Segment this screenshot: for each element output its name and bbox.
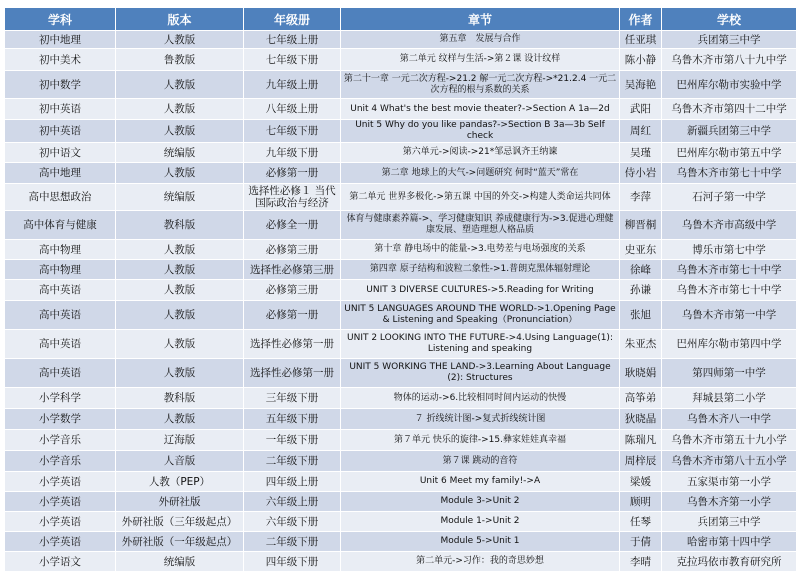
chapter-cell: 第二单元 纹样与生活->第２课 设计纹样 [341,49,620,71]
author-cell: 周红 [620,120,662,143]
grade-volume-cell: 必修第三册 [244,240,341,260]
author-cell: 张旭 [620,301,662,330]
author-cell: 顾明 [620,492,662,512]
table-row [5,163,797,184]
school-cell: 兵团第三中学 [662,512,797,532]
table-row [5,211,797,240]
school-cell: 乌鲁木齐市第四十二中学 [662,99,797,120]
grade-volume-cell: 选择性必修１ 当代国际政治与经济 [244,184,341,211]
chapter-cell: ７ 折线统计图->复式折线统计图 [341,409,620,430]
table-row [5,280,797,301]
edition-cell: 教科版 [116,388,244,409]
edition-cell: 外研社版 [116,492,244,512]
school-cell: 巴州库尔勒市第四中学 [662,330,797,359]
table-row [5,240,797,260]
school-cell: 乌鲁木齐市高级中学 [662,211,797,240]
chapter-cell: 第二章 地球上的大气->问题研究 何时“蓝天”常在 [341,163,620,184]
subject-cell: 高中物理 [5,260,116,280]
chapter-cell: Unit 5 Why do you like pandas?->Section B 3a—3b Self check [341,120,620,143]
edition-cell: 人教版 [116,163,244,184]
subject-cell: 初中地理 [5,31,116,49]
grade-volume-cell: 必修第一册 [244,301,341,330]
edition-cell: 人教版 [116,120,244,143]
subject-cell: 高中英语 [5,301,116,330]
chapter-cell: UNIT 5 LANGUAGES AROUND THE WORLD->1.Opening Page & Listening and Speaking（Pronunciation） [341,301,620,330]
subject-cell: 小学音乐 [5,451,116,472]
chapter-cell: 物体的运动->6.比较相同时间内运动的快慢 [341,388,620,409]
author-cell: 李晴 [620,552,662,572]
table-row [5,451,797,472]
school-cell: 乌鲁木齐市第一中学 [662,301,797,330]
edition-cell: 统编版 [116,184,244,211]
table-row [5,143,797,163]
chapter-cell: 第六单元->阅读->21*邹忌讽齐王纳谏 [341,143,620,163]
edition-cell: 人教（PEP） [116,472,244,492]
edition-cell: 人教版 [116,330,244,359]
chapter-cell: Unit 6 Meet my family!->A [341,472,620,492]
table-row [5,552,797,572]
author-cell: 徐峰 [620,260,662,280]
grade-volume-cell: 七年级下册 [244,49,341,71]
subject-cell: 小学英语 [5,512,116,532]
table-row [5,472,797,492]
grade-volume-cell: 七年级下册 [244,120,341,143]
edition-cell: 人教版 [116,409,244,430]
chapter-cell: 第五章 发展与合作 [341,31,620,49]
subject-cell: 小学数学 [5,409,116,430]
edition-cell: 人教版 [116,31,244,49]
grade-volume-cell: 二年级下册 [244,451,341,472]
chapter-cell: UNIT 2 LOOKING INTO THE FUTURE->4.Using Language(1): Listening and speaking [341,330,620,359]
header-row [5,8,797,31]
edition-cell: 人教版 [116,71,244,99]
table-row [5,31,797,49]
table-row [5,532,797,552]
chapter-cell: 第四章 原子结构和波粒二象性->1.普朗克黑体辐射理论 [341,260,620,280]
chapter-cell: 第二单元->习作：我的奇思妙想 [341,552,620,572]
subject-cell: 高中英语 [5,359,116,388]
chapter-cell: 第十章 静电场中的能量->3.电势差与电场强度的关系 [341,240,620,260]
chapter-cell: UNIT 5 WORKING THE LAND->3.Learning About Language (2): Structures [341,359,620,388]
header-school: 学校 [662,8,797,31]
table-row [5,512,797,532]
header-chapter: 章节 [341,8,620,31]
school-cell: 乌鲁木齐市第七十中学 [662,260,797,280]
author-cell: 于倩 [620,532,662,552]
table-row [5,184,797,211]
author-cell: 侍小岩 [620,163,662,184]
school-cell: 巴州库尔勒市实验中学 [662,71,797,99]
grade-volume-cell: 必修第一册 [244,163,341,184]
subject-cell: 高中英语 [5,330,116,359]
header-edition: 版本 [116,8,244,31]
grade-volume-cell: 二年级下册 [244,532,341,552]
edition-cell: 外研社版（一年级起点） [116,532,244,552]
author-cell: 朱亚杰 [620,330,662,359]
author-cell: 狄晓晶 [620,409,662,430]
school-cell: 巴州库尔勒市第五中学 [662,143,797,163]
subject-cell: 小学音乐 [5,430,116,451]
course-table [4,7,797,572]
header-author: 作者 [620,8,662,31]
grade-volume-cell: 必修第三册 [244,280,341,301]
edition-cell: 人教版 [116,99,244,120]
grade-volume-cell: 必修全一册 [244,211,341,240]
edition-cell: 人教版 [116,240,244,260]
school-cell: 哈密市第十四中学 [662,532,797,552]
grade-volume-cell: 六年级上册 [244,492,341,512]
grade-volume-cell: 四年级上册 [244,472,341,492]
table-body [5,31,797,572]
table-row [5,120,797,143]
grade-volume-cell: 四年级下册 [244,552,341,572]
grade-volume-cell: 五年级下册 [244,409,341,430]
subject-cell: 高中英语 [5,280,116,301]
author-cell: 吴瑾 [620,143,662,163]
table-row [5,330,797,359]
chapter-cell: Module 5->Unit 1 [341,532,620,552]
school-cell: 五家渠市第一小学 [662,472,797,492]
table-row [5,388,797,409]
author-cell: 周梓辰 [620,451,662,472]
author-cell: 史亚东 [620,240,662,260]
edition-cell: 外研社版（三年级起点） [116,512,244,532]
school-cell: 乌鲁木齐市第七十中学 [662,280,797,301]
subject-cell: 高中物理 [5,240,116,260]
table-row [5,409,797,430]
subject-cell: 初中美术 [5,49,116,71]
school-cell: 乌鲁木齐八一中学 [662,409,797,430]
table-row [5,359,797,388]
header-subject: 学科 [5,8,116,31]
table-row [5,99,797,120]
edition-cell: 统编版 [116,143,244,163]
table-row [5,49,797,71]
school-cell: 拜城县第二小学 [662,388,797,409]
author-cell: 武阳 [620,99,662,120]
grade-volume-cell: 九年级上册 [244,71,341,99]
school-cell: 乌鲁木齐市第五十九小学 [662,430,797,451]
school-cell: 新疆兵团第三中学 [662,120,797,143]
chapter-cell: 第二单元 世界多极化->第五课 中国的外交->构建人类命运共同体 [341,184,620,211]
subject-cell: 高中思想政治 [5,184,116,211]
chapter-cell: Module 3->Unit 2 [341,492,620,512]
edition-cell: 人教版 [116,280,244,301]
subject-cell: 初中语文 [5,143,116,163]
grade-volume-cell: 选择性必修第一册 [244,359,341,388]
table-row [5,492,797,512]
subject-cell: 小学英语 [5,492,116,512]
school-cell: 石河子第一中学 [662,184,797,211]
author-cell: 柳晋桐 [620,211,662,240]
author-cell: 梁媛 [620,472,662,492]
subject-cell: 小学语文 [5,552,116,572]
school-cell: 乌鲁木齐市第八十五小学 [662,451,797,472]
school-cell: 克拉玛依市教育研究所 [662,552,797,572]
author-cell: 陈瑞凡 [620,430,662,451]
grade-volume-cell: 选择性必修第三册 [244,260,341,280]
grade-volume-cell: 九年级下册 [244,143,341,163]
grade-volume-cell: 六年级下册 [244,512,341,532]
school-cell: 兵团第三中学 [662,31,797,49]
table-row [5,71,797,99]
edition-cell: 鲁教版 [116,49,244,71]
school-cell: 乌鲁木齐市第七十中学 [662,163,797,184]
grade-volume-cell: 选择性必修第一册 [244,330,341,359]
chapter-cell: 第二十一章 一元二次方程->21.2 解一元二次方程->*21.2.4 一元二次方程的根与系数的关系 [341,71,620,99]
author-cell: 陈小静 [620,49,662,71]
author-cell: 任琴 [620,512,662,532]
grade-volume-cell: 七年级上册 [244,31,341,49]
author-cell: 李萍 [620,184,662,211]
table-row [5,260,797,280]
subject-cell: 小学科学 [5,388,116,409]
author-cell: 高筝弟 [620,388,662,409]
grade-volume-cell: 三年级下册 [244,388,341,409]
edition-cell: 人教版 [116,359,244,388]
grade-volume-cell: 八年级上册 [244,99,341,120]
school-cell: 第四师第一中学 [662,359,797,388]
table-row [5,301,797,330]
grade-volume-cell: 一年级下册 [244,430,341,451]
edition-cell: 人教版 [116,260,244,280]
school-cell: 乌鲁木齐第一小学 [662,492,797,512]
subject-cell: 小学英语 [5,532,116,552]
school-cell: 乌鲁木齐市第八十九中学 [662,49,797,71]
author-cell: 耿晓娟 [620,359,662,388]
edition-cell: 人音版 [116,451,244,472]
school-cell: 博乐市第七中学 [662,240,797,260]
edition-cell: 统编版 [116,552,244,572]
subject-cell: 高中地理 [5,163,116,184]
chapter-cell: 体育与健康素养篇->、学习健康知识 养成健康行为->3.促进心理健康发展、塑造理想人格品质 [341,211,620,240]
subject-cell: 初中数学 [5,71,116,99]
chapter-cell: 第７单元 快乐的旋律->15.彝家娃娃真幸福 [341,430,620,451]
edition-cell: 人教版 [116,301,244,330]
chapter-cell: 第７课 跳动的音符 [341,451,620,472]
edition-cell: 教科版 [116,211,244,240]
subject-cell: 高中体育与健康 [5,211,116,240]
chapter-cell: Unit 4 What's the best movie theater?->Section A 1a—2d [341,99,620,120]
header-grade-volume: 年级册 [244,8,341,31]
subject-cell: 初中英语 [5,99,116,120]
chapter-cell: Module 1->Unit 2 [341,512,620,532]
subject-cell: 小学英语 [5,472,116,492]
subject-cell: 初中英语 [5,120,116,143]
author-cell: 任亚琪 [620,31,662,49]
author-cell: 吴海艳 [620,71,662,99]
edition-cell: 辽海版 [116,430,244,451]
author-cell: 孙谦 [620,280,662,301]
table-row [5,430,797,451]
chapter-cell: UNIT 3 DIVERSE CULTURES->5.Reading for Writing [341,280,620,301]
